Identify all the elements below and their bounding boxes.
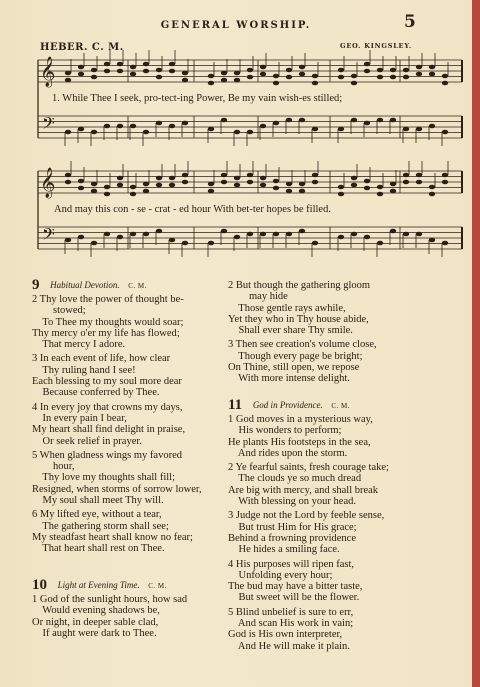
system-2-note <box>117 235 123 240</box>
system-1-note <box>390 118 396 123</box>
system-1-note <box>65 71 71 76</box>
system-2-note <box>299 189 305 194</box>
system-2-note <box>260 183 266 188</box>
stanza: 5 Blind unbelief is sure to err, And scan His work in vain; God is His own interpreter, And He will make it plain. <box>228 606 354 652</box>
system-1-bass-clef: 𝄢 <box>42 113 55 137</box>
system-2-note <box>130 192 136 197</box>
hymn-heading <box>32 576 232 594</box>
system-2-note <box>442 180 448 185</box>
system-1-note <box>403 127 409 132</box>
system-1-note <box>416 72 422 77</box>
system-1-note <box>286 68 292 73</box>
stanza: 2 Thy love the power of thought be- stowed; To Thee my thoughts would soar; Thy mercy o'er my life has flowed; That mercy I adore. <box>32 294 184 351</box>
system-1-note <box>91 130 97 135</box>
system-2-note <box>390 182 396 187</box>
system-2-note <box>403 180 409 185</box>
system-2-note <box>221 173 227 178</box>
system-2-note <box>260 232 266 237</box>
hymn-title: God in Providence. <box>252 400 323 410</box>
system-2-note <box>65 173 71 178</box>
system-1-note <box>442 74 448 79</box>
system-1-note <box>286 118 292 123</box>
system-2-note <box>429 185 435 190</box>
system-1-note <box>78 127 84 132</box>
system-1-note <box>403 75 409 80</box>
system-2-note <box>156 183 162 188</box>
system-1-note <box>299 65 305 70</box>
system-1-note <box>377 68 383 73</box>
system-2-note <box>312 180 318 185</box>
system-2-note <box>208 241 214 246</box>
system-2-note <box>299 229 305 234</box>
running-header: GENERAL WORSHIP. <box>160 20 312 31</box>
system-2-treble-clef: 𝄞 <box>40 168 56 198</box>
stanza: 2 But though the gathering gloom may hide Those gentle rays awhile, Yet they who in Thy house abide, Shall ever share Thy smile. <box>228 280 371 337</box>
lyric-line-2: And may this con - se - crat - ed hour With bet-ter hopes be filled. <box>54 204 331 215</box>
system-1-note <box>117 124 123 129</box>
system-1-note <box>273 121 279 126</box>
system-1-note <box>364 69 370 74</box>
system-1-note <box>286 75 292 80</box>
system-2-note <box>260 176 266 181</box>
system-2-note <box>182 173 188 178</box>
system-1-note <box>390 68 396 73</box>
system-2-note <box>299 182 305 187</box>
system-2-note <box>416 232 422 237</box>
system-1-note <box>351 118 357 123</box>
system-1-note <box>91 68 97 73</box>
system-1-note <box>234 78 240 83</box>
system-1-note <box>312 127 318 132</box>
system-2-note <box>364 235 370 240</box>
system-1-note <box>338 127 344 132</box>
system-2-note <box>65 238 71 243</box>
system-1-note <box>338 68 344 73</box>
system-2-note <box>182 241 188 246</box>
system-1-note <box>130 124 136 129</box>
system-1-note <box>234 71 240 76</box>
system-2-note <box>390 229 396 234</box>
system-1-note <box>65 78 71 83</box>
system-2-note <box>78 179 84 184</box>
stanza: 3 In each event of life, how clear Thy ruling hand I see! Each blessing to my soul more dear Because conferred by Thee. <box>32 353 182 399</box>
system-1-note <box>299 72 305 77</box>
system-1-note <box>260 65 266 70</box>
system-1-note <box>156 68 162 73</box>
system-2-note <box>403 232 409 237</box>
system-2-note <box>351 183 357 188</box>
system-2-note <box>130 232 136 237</box>
system-2-note <box>169 176 175 181</box>
system-1-note <box>156 75 162 80</box>
system-2-note <box>390 189 396 194</box>
system-2-note <box>416 180 422 185</box>
system-2-note <box>91 241 97 246</box>
system-2-note <box>156 229 162 234</box>
system-1-note <box>247 75 253 80</box>
system-2-note <box>416 173 422 178</box>
system-2-note <box>273 186 279 191</box>
system-1-note <box>377 118 383 123</box>
system-1-note <box>65 130 71 135</box>
system-1-note <box>221 71 227 76</box>
system-2-note <box>273 232 279 237</box>
system-2-note <box>104 192 110 197</box>
system-1-note <box>390 75 396 80</box>
system-1-note <box>78 72 84 77</box>
system-2-note <box>338 185 344 190</box>
stanza: 2 Ye fearful saints, fresh courage take; The clouds ye so much dread Are big with mercy, and shall break With blessing on your head. <box>228 462 389 508</box>
hymn-10 <box>32 576 232 639</box>
system-1-note <box>364 121 370 126</box>
system-2-note <box>221 229 227 234</box>
stanza: 3 Then see creation's volume close, Though every page be bright; On Thine, still open, we repose With more intense delight. <box>228 339 377 385</box>
hymn-title: Habitual Devotion. <box>50 280 120 290</box>
system-2-note <box>117 183 123 188</box>
system-2-note <box>65 180 71 185</box>
hymn-number: 11 <box>228 397 243 413</box>
system-2-note <box>377 241 383 246</box>
system-1-note <box>208 81 214 86</box>
system-1-note <box>143 130 149 135</box>
hymn-heading <box>228 396 468 414</box>
stanza: 1 God moves in a mysterious way, His wonders to perform; He plants His footsteps in the sea, And rides upon the storm. <box>228 414 373 459</box>
system-1-note <box>169 124 175 129</box>
system-2-note <box>338 192 344 197</box>
system-2-note <box>208 182 214 187</box>
system-2-note <box>286 189 292 194</box>
system-2-note <box>351 176 357 181</box>
system-1-note <box>273 81 279 86</box>
system-2-note <box>403 173 409 178</box>
system-1-note <box>403 68 409 73</box>
system-2-note <box>377 192 383 197</box>
system-2-note <box>442 241 448 246</box>
system-1-note <box>104 62 110 67</box>
system-1-note <box>221 118 227 123</box>
system-2-note <box>286 182 292 187</box>
system-2-note <box>312 173 318 178</box>
system-1-note <box>429 65 435 70</box>
system-1-note <box>299 118 305 123</box>
system-2-note <box>429 192 435 197</box>
system-1-note <box>208 127 214 132</box>
stanza: 4 In every joy that crowns my days, In every pain I bear, My heart shall find delight in praise, Or seek relief in prayer. <box>32 401 186 447</box>
hymn-number: 10 <box>32 577 47 593</box>
hymn-meter: C. M. <box>148 582 167 590</box>
system-1-note <box>182 71 188 76</box>
stanza: 6 My lifted eye, without a tear, The gathering storm shall see; My steadfast heart shall know no fear; That heart shall rest on Thee. <box>32 509 193 555</box>
system-1-treble-clef: 𝄞 <box>40 57 56 87</box>
hymn-heading <box>32 276 232 294</box>
system-2-note <box>338 235 344 240</box>
system-1-note <box>182 121 188 126</box>
system-2-note <box>273 179 279 184</box>
system-2-note <box>429 238 435 243</box>
system-1-note <box>182 78 188 83</box>
system-1-note <box>429 124 435 129</box>
system-2-note <box>169 183 175 188</box>
system-2-note <box>104 185 110 190</box>
system-2-note <box>91 189 97 194</box>
stanza: 1 God of the sunlight hours, how sad Would evening shadows be, Or night, in deeper sable clad, If aught were dark to Thee. <box>32 594 188 639</box>
system-2-note <box>104 232 110 237</box>
system-1-note <box>117 62 123 67</box>
hymn-meter: C. M. <box>331 402 350 410</box>
hymn-meter: C. M. <box>128 282 147 290</box>
system-1-note <box>416 65 422 70</box>
system-2-note <box>312 241 318 246</box>
system-1-note <box>429 72 435 77</box>
system-2-note <box>221 180 227 185</box>
system-2-note <box>377 185 383 190</box>
system-1-note <box>130 72 136 77</box>
system-1-note <box>169 69 175 74</box>
system-1-note <box>78 65 84 70</box>
system-1-note <box>247 68 253 73</box>
system-1-note <box>234 130 240 135</box>
hymn-number: 9 <box>32 277 40 293</box>
system-2-note <box>351 232 357 237</box>
system-2-note <box>208 189 214 194</box>
system-1-note <box>221 78 227 83</box>
system-1-note <box>169 62 175 67</box>
page-number: 5 <box>404 12 416 32</box>
system-2-note <box>78 186 84 191</box>
system-2-note <box>234 176 240 181</box>
system-1-note <box>143 69 149 74</box>
stanza: 5 When gladness wings my favored hour, Thy love my thoughts shall fill; Resigned, when storms of sorrow lower, My soul shall meet Thy will. <box>32 449 202 507</box>
system-1-note <box>208 74 214 79</box>
system-2-note <box>286 232 292 237</box>
system-1-note <box>104 124 110 129</box>
system-2-note <box>247 232 253 237</box>
system-2-note <box>169 238 175 243</box>
system-1-note <box>117 69 123 74</box>
system-2-note <box>143 182 149 187</box>
tune-name: HEBER. C. M. <box>40 42 124 53</box>
hymn-title: Light at Evening Time. <box>57 580 140 590</box>
system-2-note <box>442 173 448 178</box>
system-1-note <box>442 130 448 135</box>
music-score <box>0 0 480 260</box>
system-1-note <box>130 65 136 70</box>
system-1-note <box>156 121 162 126</box>
system-1-note <box>104 69 110 74</box>
system-1-note <box>260 124 266 129</box>
hymn-11 <box>228 396 468 652</box>
system-2-note <box>364 179 370 184</box>
system-1-note <box>260 72 266 77</box>
system-1-note <box>416 127 422 132</box>
system-2-note <box>234 235 240 240</box>
system-1-note <box>312 81 318 86</box>
system-2-note <box>156 176 162 181</box>
system-2-note <box>143 189 149 194</box>
system-2-note <box>130 185 136 190</box>
system-1-note <box>338 75 344 80</box>
system-2-note <box>364 186 370 191</box>
system-2-bass-clef: 𝄢 <box>42 224 55 248</box>
hymn-9 <box>32 276 232 555</box>
system-1-note <box>91 75 97 80</box>
system-2-note <box>117 176 123 181</box>
system-2-note <box>143 232 149 237</box>
system-1-note <box>143 62 149 67</box>
system-2-note <box>182 180 188 185</box>
system-1-note <box>273 74 279 79</box>
stanza: 3 Judge not the Lord by feeble sense, But trust Him for His grace; Behind a frowning providence He hides a smiling face. <box>228 510 385 556</box>
system-1-note <box>377 75 383 80</box>
system-1-note <box>247 130 253 135</box>
system-2-note <box>247 180 253 185</box>
system-2-note <box>234 183 240 188</box>
system-1-note <box>364 62 370 67</box>
lyric-line-1: 1. While Thee I seek, pro-tect-ing Power, Be my vain wish-es stilled; <box>52 93 343 104</box>
system-2-note <box>91 182 97 187</box>
composer-name: GEO. KINGSLEY. <box>340 42 412 50</box>
system-1-note <box>312 74 318 79</box>
hymn-9-continued <box>228 280 468 385</box>
system-1-note <box>442 81 448 86</box>
system-2-note <box>247 173 253 178</box>
system-2-note <box>78 235 84 240</box>
system-1-note <box>351 81 357 86</box>
system-1-note <box>351 74 357 79</box>
stanza: 4 His purposes will ripen fast, Unfolding every hour; The bud may have a bitter taste, But sweet will be the flower. <box>228 558 363 604</box>
